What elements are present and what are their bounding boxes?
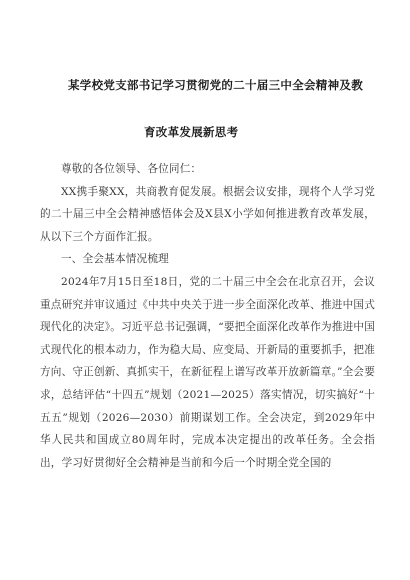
- section-heading-1: 一、全会基本情况梳理: [61, 253, 169, 266]
- paragraph-intro: XX携手聚XX，共商教育促发展。根据会议安排，现将个人学习党的二十届三中全会精神感悟体会及X县X小学如何推进教育改革发展，从以下三个方面作汇报。: [40, 185, 375, 243]
- salutation: 尊敬的各位领导、各位同仁：: [61, 163, 202, 175]
- document-title-line-2: 育改革发展新思考: [144, 125, 239, 139]
- document-title-line-1: 某学校党支部书记学习贯彻党的二十届三中全会精神及教: [68, 78, 363, 92]
- document-body: [40, 158, 375, 474]
- paragraph-plenum-summary: 2024年7月15日至18日，党的二十届三中全会在北京召开，会议重点研究并审议通过《中共中央关于进一步全面深化改革、推进中国式现代化的决定》。习近平总书记强调，“要把全面深化改革作为推进中国式现代化的根本动力，作为稳大局、应变局、开新局的重要抓手，把准方向、守正创新、真抓实干，在新征程上谱写改革开放新篇章。”全会要求，总结评估“十四五”规划（2021—2025）落实情况，切实搞好“十五五”规划（2026—2030）前期谋划工作。全会决定，到2029年中华人民共和国成立80周年时，完成本决定提出的改革任务。全会指出，学习好贯彻好全会精神是当前和今后一个时期全党全国的: [40, 275, 375, 469]
